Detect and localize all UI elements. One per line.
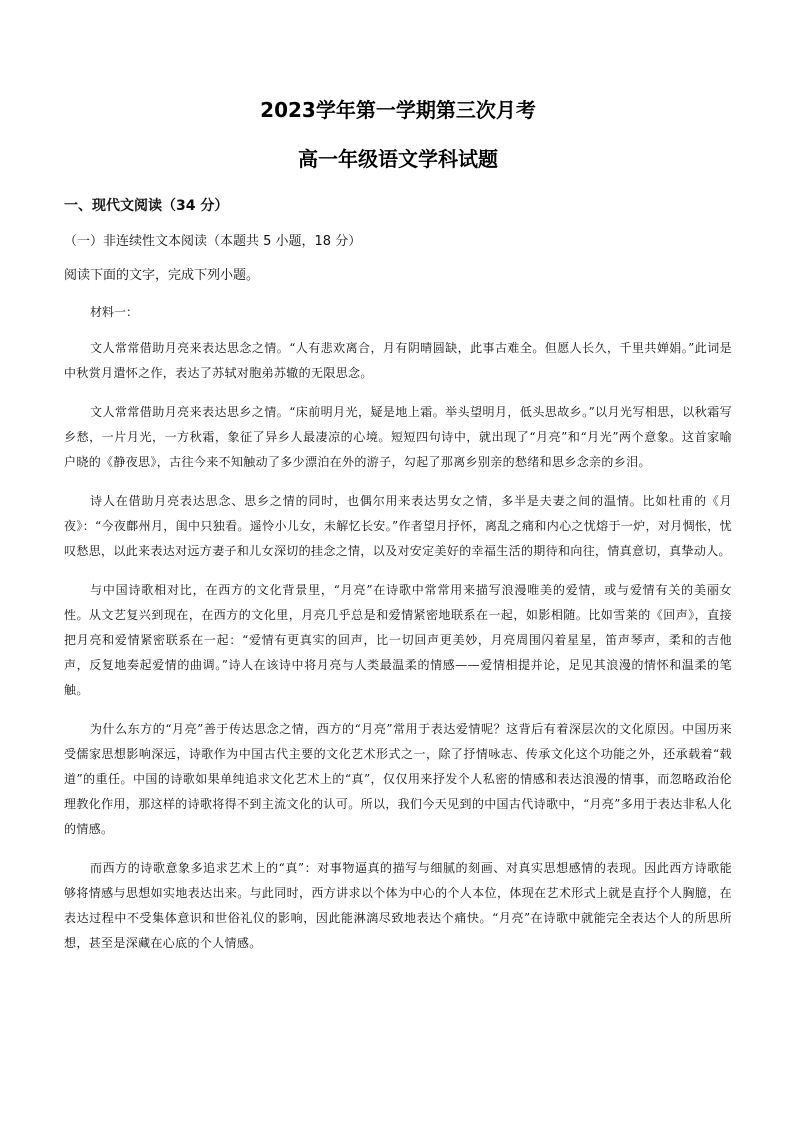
exam-title: 2023学年第一学期第三次月考 — [260, 98, 536, 122]
passage-paragraph: 为什么东方的“月亮”善于传达思念之情，西方的“月亮”常用于表达爱情呢？这背后有着深层次的文化原因。中国历来受儒家思想影响深远，诗歌作为中国古代主要的文化艺术形式之一，除了抒情咏志、传承文化这个功能之外，还承载着“载道”的重任。中国的诗歌如果单纯追求文化艺术上的“真”，仅仅用来抒发个人私密的情感和表达浪漫的情事，而忽略政治伦理教化作用，那这样的诗歌将得不到主流文化的认可。所以，我们今天见到的中国古代诗歌中，“月亮”多用于表达非私人化的情感。 — [64, 722, 732, 836]
subsection-heading-nonlinear-text: （一）非连续性文本阅读（本题共 5 小题，18 分） — [64, 234, 362, 249]
passage-paragraph: 文人常常借助月亮来表达思念之情。“人有悲欢离合，月有阴晴圆缺，此事古难全。但愿人长久，千里共婵娟。”此词是中秋赏月遣怀之作，表达了苏轼对胞弟苏辙的无限思念。 — [64, 341, 732, 380]
passage-paragraph: 诗人在借助月亮表达思念、思乡之情的同时，也偶尔用来表达男女之情，多半是夫妻之间的温情。比如杜甫的《月夜》：“今夜鄜州月，闺中只独看。遥怜小儿女，未解忆长安。”作者望月抒怀，离乱之痛和内心之忧熔于一炉，对月惆怅，忧叹愁思，以此来表达对远方妻子和儿女深切的挂念之情，以及对安定美好的幸福生活的期待和向往，情真意切，真挚动人。 — [64, 494, 732, 558]
passage-paragraph: 文人常常借助月亮来表达思乡之情。“床前明月光，疑是地上霜。举头望明月，低头思故乡。”以月光写相思，以秋霜写乡愁，一片月光，一方秋霜，象征了异乡人最凄凉的心境。短短四句诗中，就出现了“月亮”和“月光”两个意象。这首家喻户晓的《静夜思》，古往今来不知触动了多少漂泊在外的游子，勾起了那离乡别亲的愁绪和思乡念亲的乡泪。 — [64, 405, 732, 469]
reading-instruction: 阅读下面的文字，完成下列小题。 — [64, 268, 260, 283]
material-label: 材料一： — [90, 305, 139, 319]
passage-paragraph: 而西方的诗歌意象多追求艺术上的“真”：对事物逼真的描写与细腻的刻画、对真实思想感情的表现。因此西方诗歌能够将情感与思想如实地表达出来。与此同时，西方讲求以个体为中心的个人本位，体现在艺术形式上就是直抒个人胸臆，在表达过程中不受集体意识和世俗礼仪的影响，因此能淋漓尽致地表达个痛快。“月亮”在诗歌中就能完全表达个人的所思所想，甚至是深藏在心底的个人情感。 — [64, 861, 732, 950]
passage-paragraph: 与中国诗歌相对比，在西方的文化背景里，“月亮”在诗歌中常常用来描写浪漫唯美的爱情，或与爱情有关的美丽女性。从文艺复兴到现在，在西方的文化里，月亮几乎总是和爱情紧密地联系在一起，如影相随。比如雪莱的《回声》，直接把月亮和爱情紧密联系在一起：“爱情有更真实的回声，比一切回声更美妙，月亮周围闪着星星，笛声琴声，柔和的吉他声，反复地奏起爱情的曲调。”诗人在该诗中将月亮与人类最温柔的情感——爱情相提并论，足见其浪漫的情怀和温柔的笔触。 — [64, 583, 732, 697]
section-heading-modern-reading: 一、现代文阅读（34 分） — [64, 198, 229, 214]
exam-subtitle: 高一年级语文学科试题 — [298, 147, 498, 171]
